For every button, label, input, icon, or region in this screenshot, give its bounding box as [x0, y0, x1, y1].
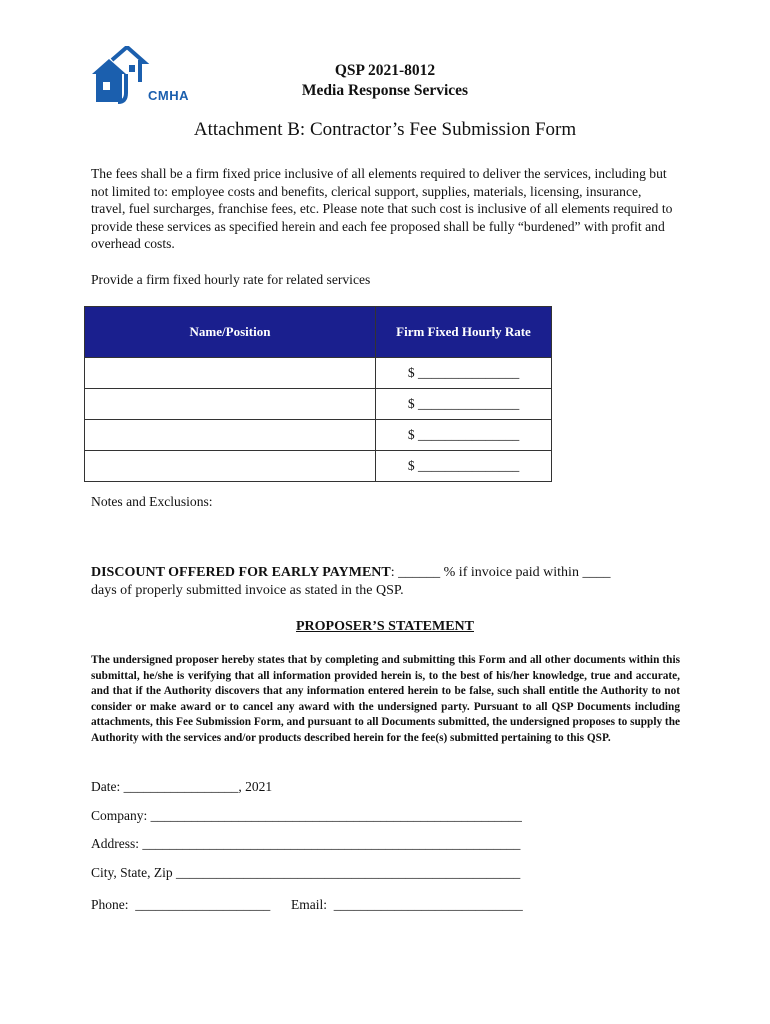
table-row: [85, 389, 552, 420]
page-title: Attachment B: Contractor’s Fee Submission Form: [193, 119, 577, 140]
rate-cell[interactable]: $ _______________: [376, 451, 552, 482]
table-row: [85, 358, 552, 389]
discount-terms: : ______ % if invoice paid within ____: [390, 565, 611, 580]
qsp-subject: Media Response Services: [301, 82, 469, 99]
address-field[interactable]: Address: ________________________________________________________: [91, 836, 521, 851]
column-header-name: Name/Position: [85, 307, 376, 358]
name-cell[interactable]: [85, 451, 376, 482]
instruction-text: Provide a firm fixed hourly rate for related services: [91, 272, 371, 287]
name-cell[interactable]: [85, 389, 376, 420]
discount-label: DISCOUNT OFFERED FOR EARLY PAYMENT: [91, 565, 391, 580]
date-field[interactable]: Date: _________________, 2021: [91, 779, 273, 794]
column-header-rate: Firm Fixed Hourly Rate: [376, 307, 552, 358]
phone-field[interactable]: Phone: ____________________: [91, 897, 271, 912]
rate-cell[interactable]: $ _______________: [376, 420, 552, 451]
name-cell[interactable]: [85, 420, 376, 451]
statement-body: The undersigned proposer hereby states that by completing and submitting this Form and all other documents within this submittal, he/she is verifying that all information provided herein is, to the best of his/her knowledge, true and accurate, and that if the Authority discovers that any information entered herein to be false, such shall entitle the Authority to not consider or make award or to cancel any award with the undersigned party. Pursuant to all QSP Documents including attachments, this Fee Submission Form, and pursuant to all Documents submitted, the undersigned proposes to supply the Authority with the services and/or products described herein for the fee(s) submitted pertaining to this QSP.: [91, 654, 680, 744]
notes-label: Notes and Exclusions:: [91, 494, 213, 509]
rate-cell[interactable]: $ _______________: [376, 358, 552, 389]
table-row: [85, 420, 552, 451]
logo-text: CMHA: [148, 88, 189, 103]
fee-table: [84, 306, 552, 482]
email-field[interactable]: Email: ____________________________: [291, 897, 523, 912]
qsp-number: QSP 2021-8012: [334, 62, 436, 79]
company-field[interactable]: Company: _______________________________________________________: [91, 808, 522, 823]
name-cell[interactable]: [85, 358, 376, 389]
rate-cell[interactable]: $ _______________: [376, 389, 552, 420]
city-state-zip-field[interactable]: City, State, Zip ___________________________________________________: [91, 865, 521, 880]
table-row: [85, 451, 552, 482]
statement-heading: PROPOSER’S STATEMENT: [295, 619, 474, 634]
intro-paragraph: The fees shall be a firm fixed price inclusive of all elements required to deliver the services, including but not limited to: employee costs and benefits, clerical support, supplies, materials, licensing, insurance, travel, fuel surcharges, franchise fees, etc. Please note that such cost is inclusive of all elements required to provide these services as specified herein and each fee proposed shall be fully “burdened” with profit and overhead costs.: [91, 166, 673, 251]
discount-days-text: days of properly submitted invoice as stated in the QSP.: [91, 583, 404, 598]
discount-section: [91, 564, 691, 600]
